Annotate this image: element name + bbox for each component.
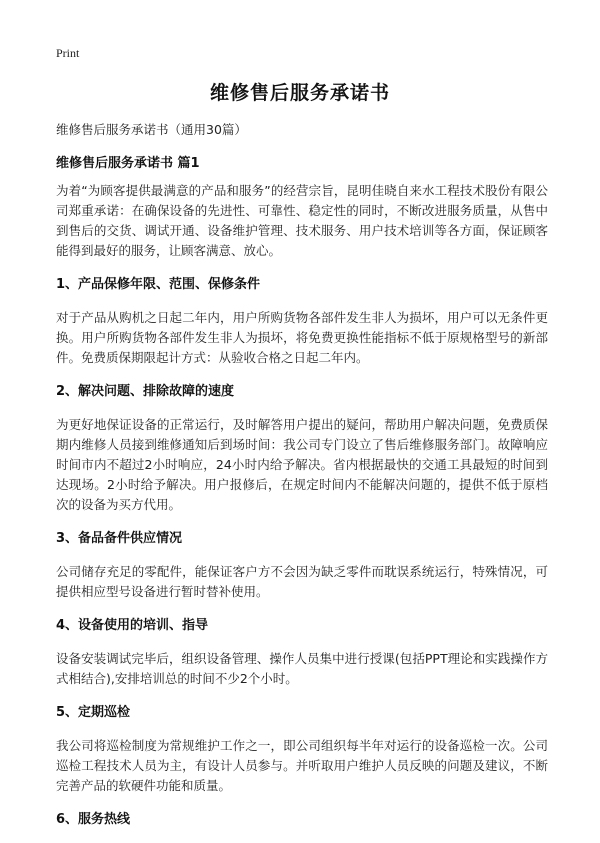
article-heading: 维修售后服务承诺书 篇1	[56, 156, 200, 171]
section-heading-response-speed: 2、解决问题、排除故障的速度	[56, 384, 235, 399]
section-heading-spare-parts: 3、备品备件供应情况	[56, 531, 183, 546]
section-body-training: 设备安装调试完毕后，组织设备管理、操作人员集中进行授课(包括PPT理论和实践操作方式相结合),安排培训总的时间不少2个小时。	[56, 651, 548, 686]
document-subtitle: 维修售后服务承诺书（通用30篇）	[56, 122, 247, 137]
section-heading-hotline: 6、服务热线	[56, 812, 131, 827]
section-heading-warranty: 1、产品保修年限、范围、保修条件	[56, 277, 261, 292]
intro-paragraph: 为着“为顾客提供最满意的产品和服务”的经营宗旨，昆明佳晓自来水工程技术股份有限公司郑重承诺：在确保设备的先进性、可靠性、稳定性的同时，不断改进服务质量，从售中到售后的交货、调试开通、设备维护管理、技术服务、用户技术培训等各方面，保证顾客能得到最好的服务，让顾客满意、放心。	[56, 183, 548, 258]
section-heading-inspection: 5、定期巡检	[56, 705, 131, 720]
print-link[interactable]: Print	[56, 46, 80, 60]
article-body	[56, 181, 548, 843]
section-heading-training: 4、设备使用的培训、指导	[56, 618, 209, 633]
document-title: 维修售后服务承诺书	[209, 82, 390, 104]
section-body-inspection: 我公司将巡检制度为常规维护工作之一，即公司组织每半年对运行的设备巡检一次。公司巡检工程技术人员为主，有设计人员参与。并听取用户维护人员反映的问题及建议，不断完善产品的软硬件功能和质量。	[56, 738, 548, 793]
section-body-response-speed: 为更好地保证设备的正常运行，及时解答用户提出的疑问，帮助用户解决问题，免费质保期内维修人员接到维修通知后到场时间：我公司专门设立了售后维修服务部门。故障响应时间市内不超过2小时响应，24小时内给予解决。省内根据最快的交通工具最短的时间到达现场。2小时给予解决。用户报修后，在规定时间内不能解决问题的，提供不低于原档次的设备为买方代用。	[56, 417, 548, 512]
section-body-spare-parts: 公司储存充足的零配件，能保证客户方不会因为缺乏零件而耽误系统运行，特殊情况，可提供相应型号设备进行暂时替补使用。	[56, 564, 548, 599]
section-body-warranty: 对于产品从购机之日起二年内，用户所购货物各部件发生非人为损坏，用户可以无条件更换。用户所购货物各部件发生非人为损坏，将免费更换性能指标不低于原规格型号的新部件。免费质保期限起计方式：从验收合格之日起二年内。	[56, 310, 548, 365]
